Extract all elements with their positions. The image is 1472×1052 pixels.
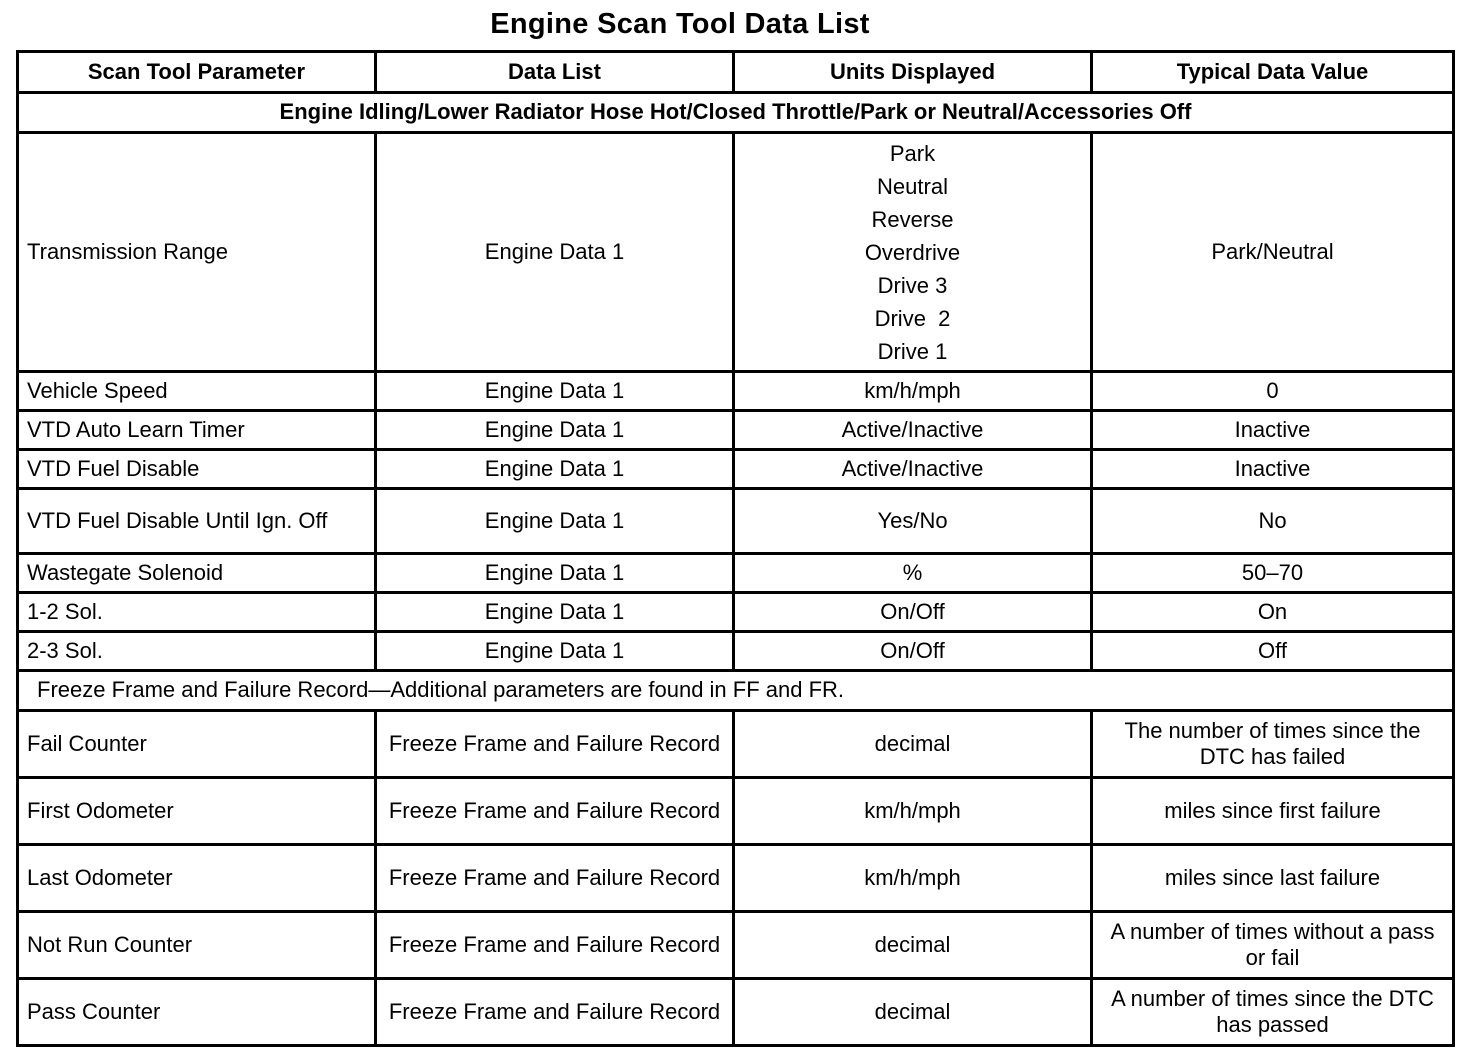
typical-cell: miles since first failure bbox=[1092, 778, 1454, 845]
unit-option: Drive 1 bbox=[877, 338, 948, 364]
table-row bbox=[18, 372, 1454, 411]
param-cell: 2-3 Sol. bbox=[18, 632, 376, 671]
units-cell: km/h/mph bbox=[734, 778, 1092, 845]
column-header: Units Displayed bbox=[734, 52, 1092, 93]
table-row bbox=[18, 411, 1454, 450]
unit-option: Reverse bbox=[871, 206, 954, 232]
param-cell: Not Run Counter bbox=[18, 912, 376, 979]
typical-cell: No bbox=[1092, 489, 1454, 554]
data-list-cell: Freeze Frame and Failure Record bbox=[376, 711, 734, 778]
table-row bbox=[18, 845, 1454, 912]
typical-cell: A number of times without a pass or fail bbox=[1092, 912, 1454, 979]
data-list-cell: Engine Data 1 bbox=[376, 133, 734, 372]
param-cell: Pass Counter bbox=[18, 979, 376, 1046]
data-list-cell: Freeze Frame and Failure Record bbox=[376, 979, 734, 1046]
units-cell: km/h/mph bbox=[734, 845, 1092, 912]
condition-text: Engine Idling/Lower Radiator Hose Hot/Closed Throttle/Park or Neutral/Accessories Off bbox=[18, 93, 1454, 133]
data-list-cell: Engine Data 1 bbox=[376, 554, 734, 593]
data-list-cell: Freeze Frame and Failure Record bbox=[376, 912, 734, 979]
data-list-cell: Freeze Frame and Failure Record bbox=[376, 778, 734, 845]
table-row bbox=[18, 711, 1454, 778]
typical-cell: miles since last failure bbox=[1092, 845, 1454, 912]
param-cell: Vehicle Speed bbox=[18, 372, 376, 411]
data-list-cell: Engine Data 1 bbox=[376, 632, 734, 671]
param-cell: Fail Counter bbox=[18, 711, 376, 778]
table-row bbox=[18, 489, 1454, 554]
units-cell: decimal bbox=[734, 711, 1092, 778]
data-list-cell: Freeze Frame and Failure Record bbox=[376, 845, 734, 912]
typical-cell: A number of times since the DTC has passed bbox=[1092, 979, 1454, 1046]
typical-cell: 50–70 bbox=[1092, 554, 1454, 593]
table-row bbox=[18, 593, 1454, 632]
param-cell: 1-2 Sol. bbox=[18, 593, 376, 632]
typical-cell: The number of times since the DTC has failed bbox=[1092, 711, 1454, 778]
unit-option: Neutral bbox=[877, 173, 948, 199]
table-row bbox=[18, 912, 1454, 979]
param-cell: VTD Auto Learn Timer bbox=[18, 411, 376, 450]
condition-row bbox=[18, 93, 1454, 133]
page-title: Engine Scan Tool Data List bbox=[490, 8, 870, 40]
table-row bbox=[18, 979, 1454, 1046]
column-header: Scan Tool Parameter bbox=[18, 52, 376, 93]
param-cell: VTD Fuel Disable bbox=[18, 450, 376, 489]
units-cell: decimal bbox=[734, 912, 1092, 979]
units-cell: Active/Inactive bbox=[734, 411, 1092, 450]
units-cell bbox=[734, 133, 1092, 372]
table-row bbox=[18, 632, 1454, 671]
ff-section-row bbox=[18, 671, 1454, 711]
table-row bbox=[18, 554, 1454, 593]
table-row bbox=[18, 450, 1454, 489]
param-cell: VTD Fuel Disable Until Ign. Off bbox=[18, 489, 376, 554]
table-row bbox=[18, 133, 1454, 372]
units-cell: Yes/No bbox=[734, 489, 1092, 554]
units-cell: On/Off bbox=[734, 593, 1092, 632]
param-cell: Transmission Range bbox=[18, 133, 376, 372]
typical-cell: Park/Neutral bbox=[1092, 133, 1454, 372]
units-cell: Active/Inactive bbox=[734, 450, 1092, 489]
column-header: Typical Data Value bbox=[1092, 52, 1454, 93]
typical-cell: Inactive bbox=[1092, 411, 1454, 450]
column-header: Data List bbox=[376, 52, 734, 93]
table-row bbox=[18, 778, 1454, 845]
units-cell: decimal bbox=[734, 979, 1092, 1046]
param-cell: Last Odometer bbox=[18, 845, 376, 912]
header-row bbox=[18, 52, 1454, 93]
unit-option: Overdrive bbox=[864, 239, 961, 265]
units-cell: km/h/mph bbox=[734, 372, 1092, 411]
units-cell: On/Off bbox=[734, 632, 1092, 671]
data-list-cell: Engine Data 1 bbox=[376, 411, 734, 450]
unit-option: Drive 3 bbox=[877, 272, 948, 298]
typical-cell: Inactive bbox=[1092, 450, 1454, 489]
data-list-cell: Engine Data 1 bbox=[376, 593, 734, 632]
data-list-cell: Engine Data 1 bbox=[376, 372, 734, 411]
unit-option: Drive 2 bbox=[874, 305, 951, 331]
data-list-cell: Engine Data 1 bbox=[376, 489, 734, 554]
typical-cell: On bbox=[1092, 593, 1454, 632]
ff-section-text: Freeze Frame and Failure Record—Additional parameters are found in FF and FR. bbox=[18, 671, 1454, 711]
param-cell: First Odometer bbox=[18, 778, 376, 845]
typical-cell: 0 bbox=[1092, 372, 1454, 411]
typical-cell: Off bbox=[1092, 632, 1454, 671]
param-cell: Wastegate Solenoid bbox=[18, 554, 376, 593]
data-list-cell: Engine Data 1 bbox=[376, 450, 734, 489]
unit-option: Park bbox=[889, 140, 936, 166]
units-cell: % bbox=[734, 554, 1092, 593]
scan-tool-data-table bbox=[16, 50, 1455, 1047]
